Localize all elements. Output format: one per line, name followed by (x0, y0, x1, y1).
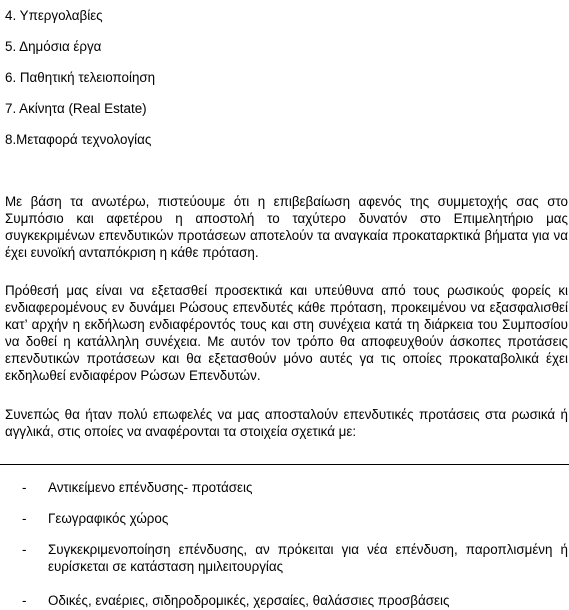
list-item: 7. Ακίνητα (Real Estate) (5, 101, 147, 116)
bullet-text: Αντικείμενο επένδυσης- προτάσεις (48, 480, 253, 495)
paragraph-intention: Πρόθεσή μας είναι να εξετασθεί προσεκτικά και υπεύθυνα από τους ρωσικούς φορείς κι ενδιαφερομένους εν δυνάμει Ρώσους επενδυτές κάθε πρόταση, προκειμένου να εξασφαλισθεί κατ’ αρχήν η εκδήλωση ενδιαφέροντός τους και στη συνέχεια κατά τη διάρκεια του Συμποσίου να δοθεί η κατάλληλη συνέχεια. Με αυτόν τον τρόπο θα αποφευχθούν άσκοπες προτάσεις επενδυτικών προτάσεων και θα εξετασθούν μόνο αυτές γα τις οποίες προκαταβολικά έχει εκδηλωθεί ενδιαφέρον Ρώσων Επενδυτών. (5, 283, 568, 383)
bullet-text: Συγκεκριμενοποίηση επένδυσης, αν πρόκειται για νέα επένδυση, παροπλισμένη ή ευρίσκεται σε κατάσταση ημιλειτουργίας (48, 542, 568, 574)
horizontal-divider (0, 464, 569, 465)
list-item: 4. Υπεργολαβίες (5, 8, 103, 23)
bullet-text: Γεωγραφικός χώρος (48, 511, 169, 526)
paragraph-request: Συνεπώς θα ήταν πολύ επωφελές να μας αποσταλούν επενδυτικές προτάσεις στα ρωσικά ή αγγλικά, στις οποίες να αναφέρονται τα στοιχεία σχετικά με: (5, 407, 568, 439)
paragraph-participation: Με βάση τα ανωτέρω, πιστεύουμε ότι η επιβεβαίωση αφενός της συμμετοχής σας στο Συμπόσιο και αφετέρου η αποστολή το ταχύτερο δυνατόν στο Επιμελητήριο μας συγκεκριμένων επενδυτικών προτάσεων αποτελούν τα αναγκαία προκαταρκτικά βήματα για να έχει ευνοϊκή ανταπόκριση η κάθε πρόταση. (5, 194, 568, 260)
list-item: 6. Παθητική τελειοποίηση (5, 70, 156, 85)
list-item: 8.Μεταφορά τεχνολογίας (5, 132, 152, 147)
list-item: 5. Δημόσια έργα (5, 39, 102, 54)
bullet-text: Οδικές, εναέριες, σιδηροδρομικές, χερσαίες, θαλάσσιες προσβάσεις (48, 593, 450, 608)
dash-marker: - (22, 511, 27, 526)
dash-marker: - (22, 542, 27, 557)
dash-marker: - (22, 593, 27, 608)
dash-marker: - (22, 480, 27, 495)
